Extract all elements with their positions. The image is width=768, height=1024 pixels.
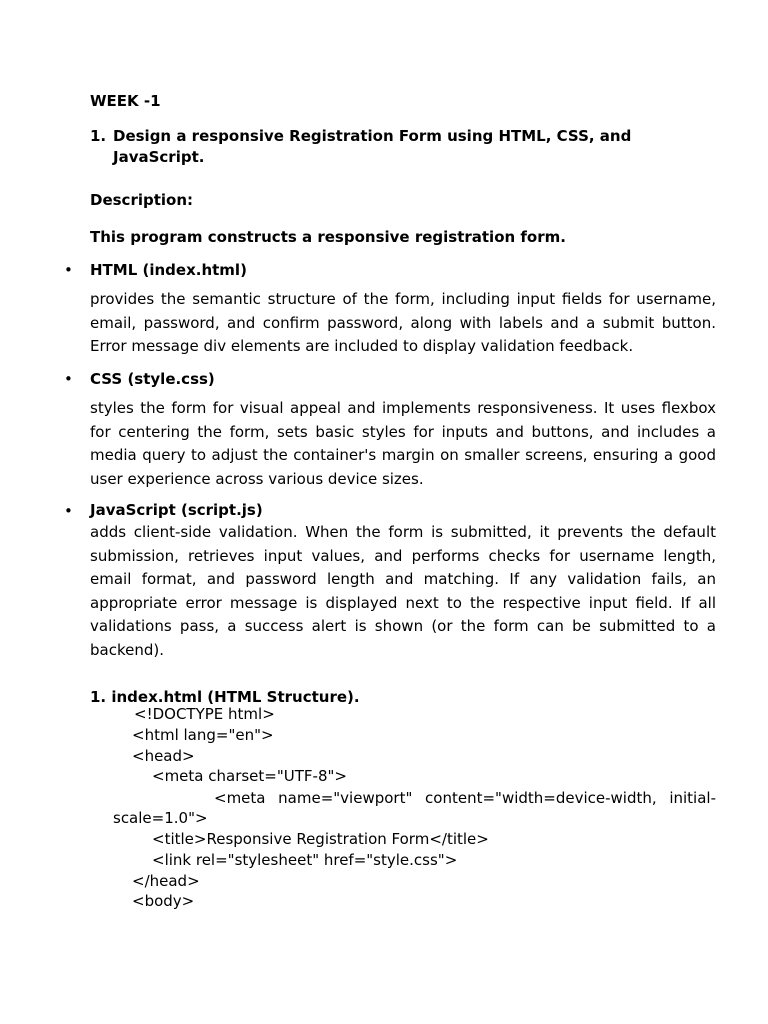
code-section-heading: 1. index.html (HTML Structure). xyxy=(90,688,360,706)
intro-text: This program constructs a responsive registration form. xyxy=(90,228,566,246)
week-heading: WEEK -1 xyxy=(90,92,161,110)
description-heading: Description: xyxy=(90,191,194,209)
code-line: <title>Responsive Registration Form</title> xyxy=(152,830,489,848)
section-heading-html: HTML (index.html) xyxy=(90,261,247,279)
section-body-html: provides the semantic structure of the form, including input fields for username, email, password, and confirm password, along with labels and a submit button. Error message div elements are included to display validation feedback. xyxy=(90,290,716,355)
section-heading-css: CSS (style.css) xyxy=(90,370,215,388)
code-line: <body> xyxy=(132,892,195,910)
code-line: scale=1.0"> xyxy=(113,809,208,827)
bullet-javascript: • xyxy=(64,502,73,520)
task-title-line1: Design a responsive Registration Form using HTML, CSS, and xyxy=(113,127,632,145)
task-number: 1. xyxy=(90,127,107,145)
bullet-html: • xyxy=(64,261,73,279)
code-line: <!DOCTYPE html> xyxy=(134,705,275,723)
section-body-css: styles the form for visual appeal and implements responsiveness. It uses flexbox for centering the form, sets basic styles for inputs and buttons, and includes a media query to adjust the container's margin on smaller screens, ensuring a good user experience across various device sizes. xyxy=(90,399,716,488)
section-body-javascript: adds client-side validation. When the form is submitted, it prevents the default submission, retrieves input values, and performs checks for username length, email format, and password length and matching. If any validation fails, an appropriate error message is displayed next to the respective input field. If all validations pass, a success alert is shown (or the form can be submitted to a backend). xyxy=(90,523,716,659)
bullet-css: • xyxy=(64,370,73,388)
code-line: <html lang="en"> xyxy=(132,726,274,744)
section-heading-javascript: JavaScript (script.js) xyxy=(90,501,263,519)
code-line: <link rel="stylesheet" href="style.css"> xyxy=(152,851,458,869)
code-line: <meta charset="UTF-8"> xyxy=(152,767,347,785)
code-line: </head> xyxy=(132,872,200,890)
task-title-line2: JavaScript. xyxy=(113,148,205,166)
code-line: <head> xyxy=(132,747,195,765)
code-line: <meta name="viewport" content="width=device-width, initial- xyxy=(214,789,716,807)
